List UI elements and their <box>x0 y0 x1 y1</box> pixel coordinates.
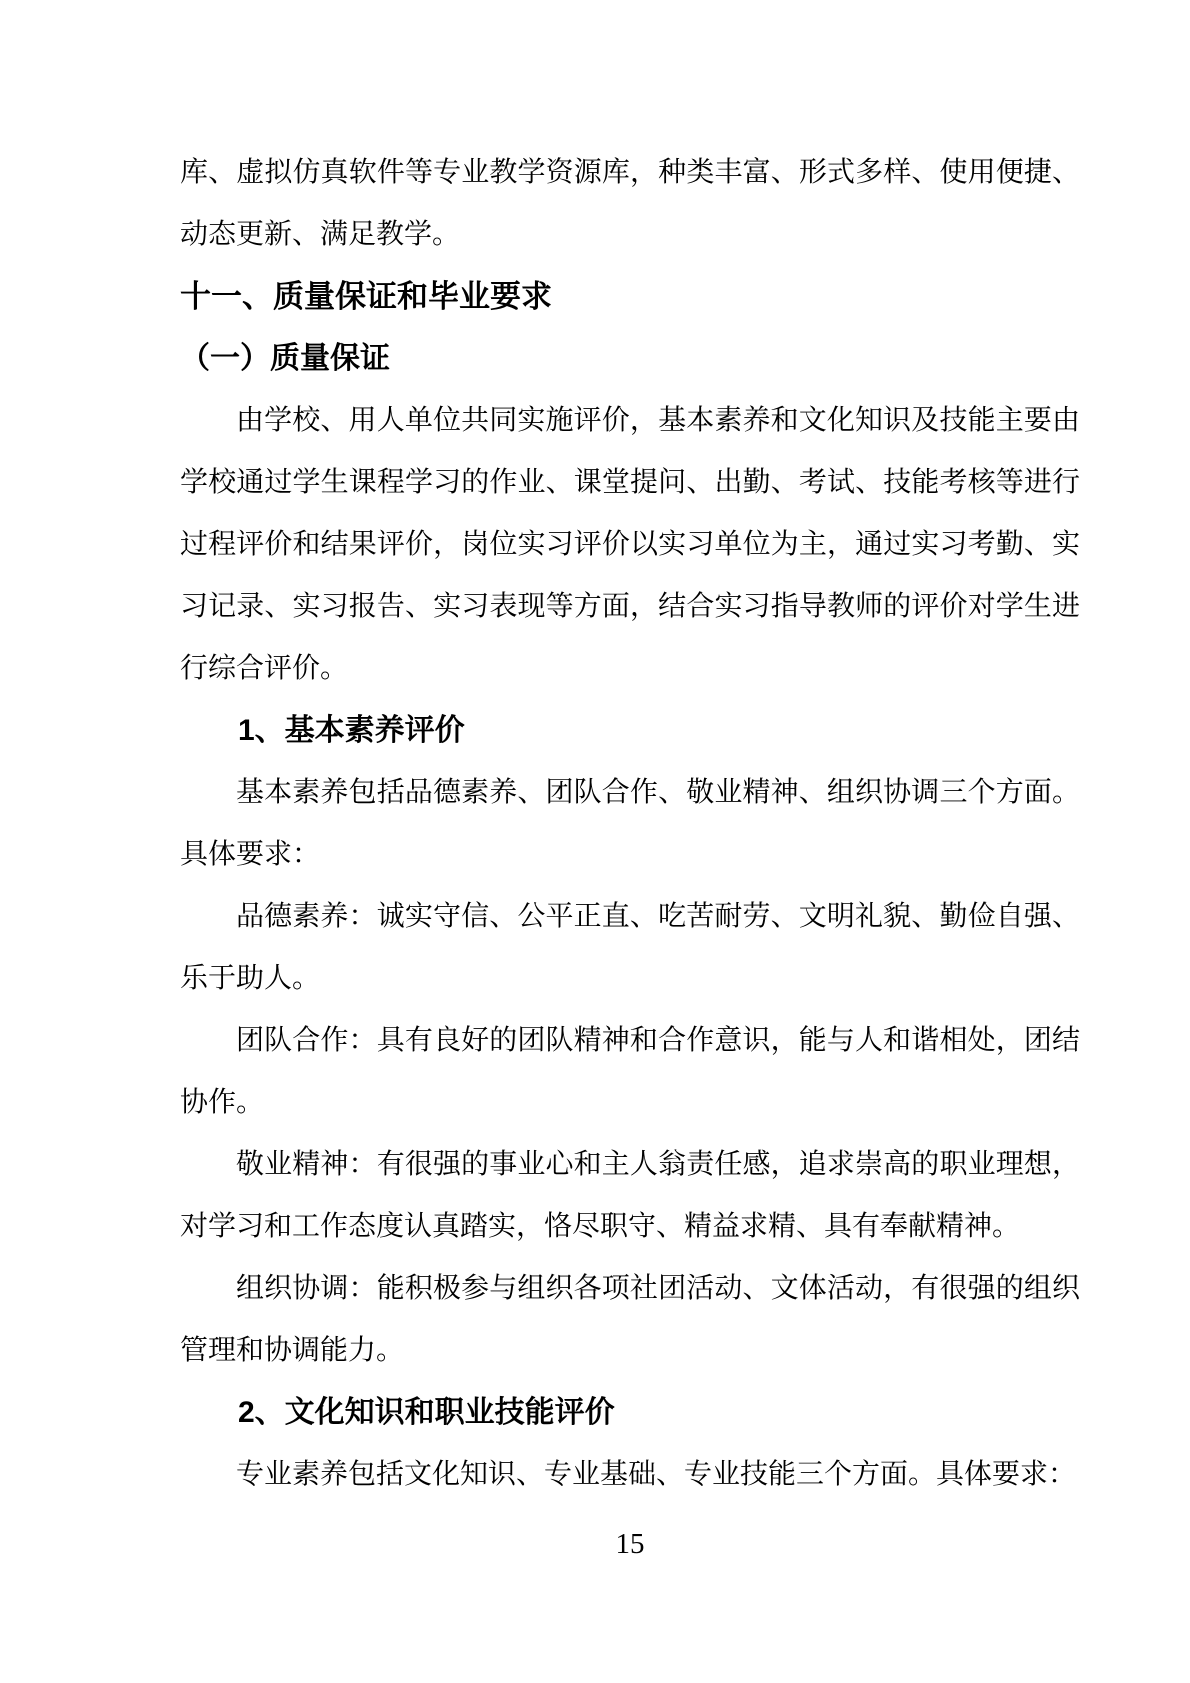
heading-subsection-quality-assurance: （一）质量保证 <box>180 342 390 375</box>
paragraph-organization-coordination: 组织协调：能积极参与组织各项社团活动、文体活动，有很强的组织管理和协调能力。 <box>180 1273 1080 1366</box>
document-content <box>180 142 1080 1506</box>
paragraph-teamwork: 团队合作：具有良好的团队精神和合作意识，能与人和谐相处，团结协作。 <box>180 1025 1080 1118</box>
page-number: 15 <box>615 1528 645 1560</box>
paragraph-teaching-resources: 库、虚拟仿真软件等专业教学资源库，种类丰富、形式多样、使用便捷、动态更新、满足教学。 <box>180 157 1080 250</box>
paragraph-professional-quality-intro: 专业素养包括文化知识、专业基础、专业技能三个方面。具体要求： <box>236 1459 1077 1490</box>
heading-basic-quality-evaluation: 1、基本素养评价 <box>238 714 465 747</box>
paragraph-dedication: 敬业精神：有很强的事业心和主人翁责任感，追求崇高的职业理想，对学习和工作态度认真踏实，恪尽职守、精益求精、具有奉献精神。 <box>180 1149 1080 1242</box>
heading-knowledge-skill-evaluation: 2、文化知识和职业技能评价 <box>238 1396 615 1429</box>
paragraph-basic-quality-intro: 基本素养包括品德素养、团队合作、敬业精神、组织协调三个方面。具体要求： <box>180 777 1080 870</box>
heading-section-quality-and-graduation: 十一、质量保证和毕业要求 <box>180 279 552 314</box>
paragraph-evaluation-overview: 由学校、用人单位共同实施评价，基本素养和文化知识及技能主要由学校通过学生课程学习的作业、课堂提问、出勤、考试、技能考核等进行过程评价和结果评价，岗位实习评价以实习单位为主，通过实习考勤、实习记录、实习报告、实习表现等方面，结合实习指导教师的评价对学生进行综合评价。 <box>180 405 1080 684</box>
paragraph-moral-quality: 品德素养：诚实守信、公平正直、吃苦耐劳、文明礼貌、勤俭自强、乐于助人。 <box>180 901 1080 994</box>
